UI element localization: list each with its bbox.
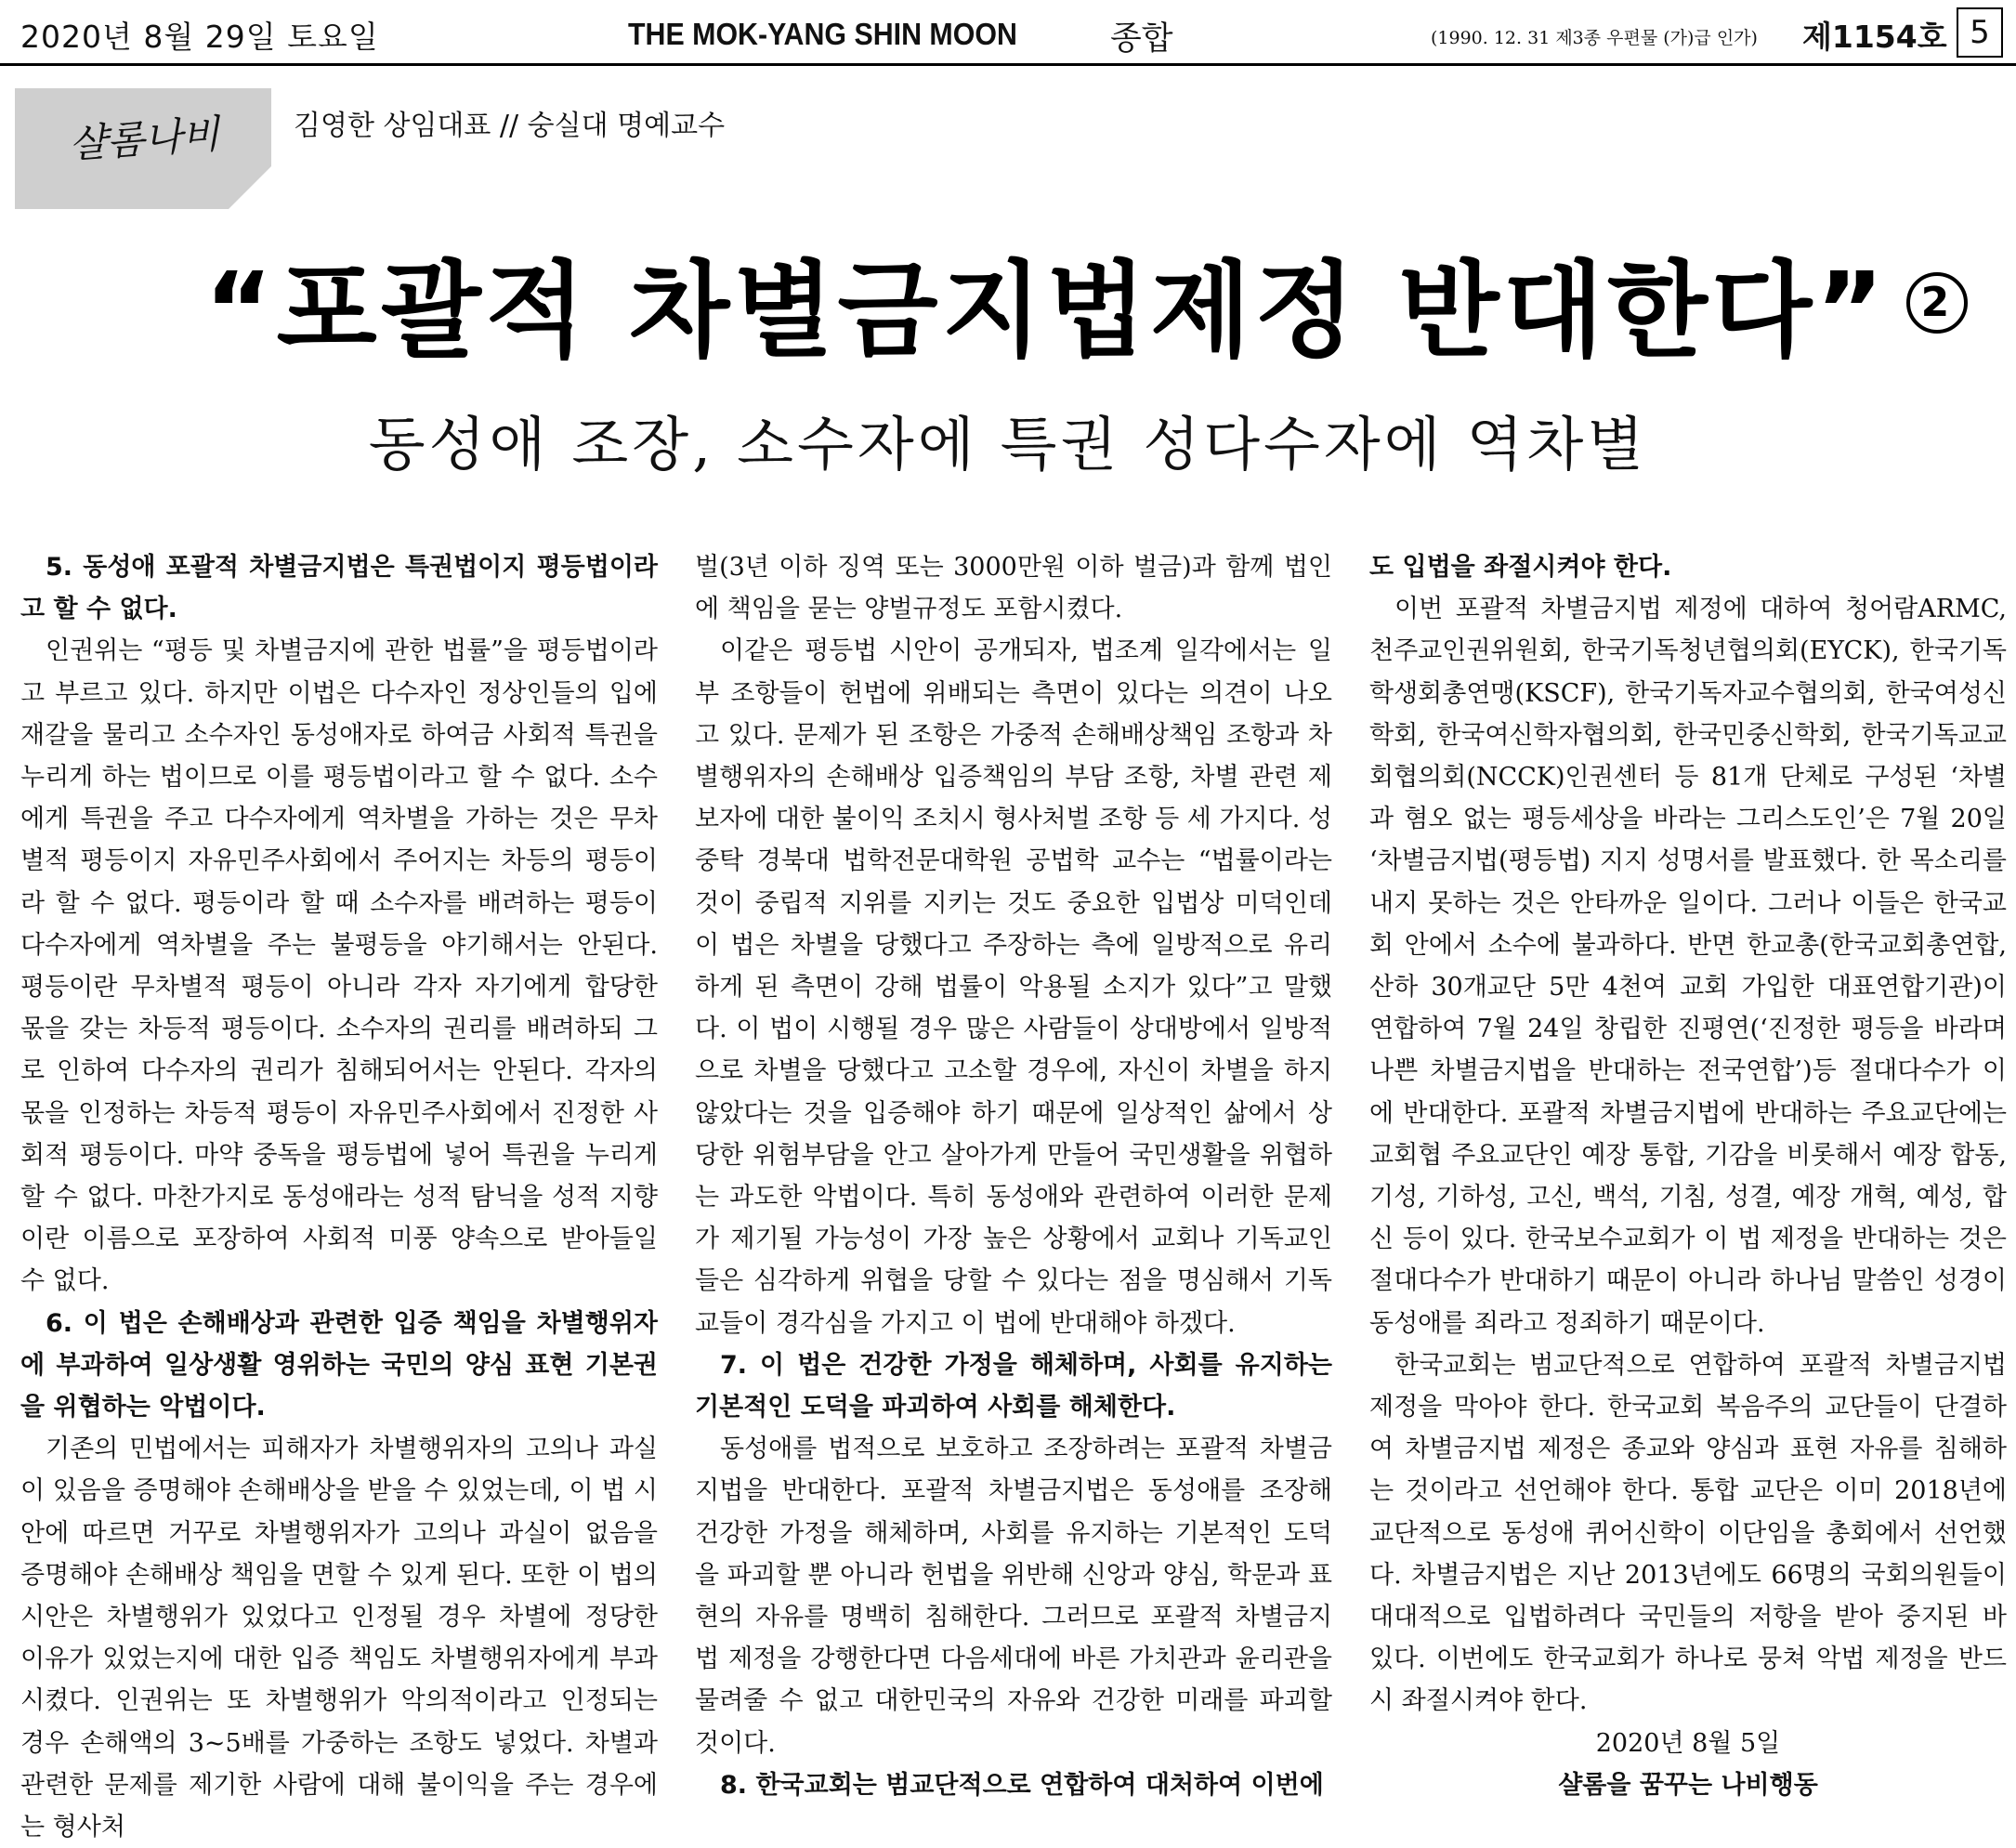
- part-number-badge: 2: [1906, 272, 1968, 334]
- section-label: 종합: [1110, 20, 1173, 58]
- signature-organization: 샬롬을 꿈꾸는 나비행동: [1558, 1770, 1818, 1800]
- body-paragraph: 한국교회는 범교단적으로 연합하여 포괄적 차별금지법 제정을 막아야 한다. 한국교회 복음주의 교단들이 단결하여 차별금지법 제정은 종교와 양심과 표현 자유를 침해하는 것이라고 선언해야 한다. 통합 교단은 이미 2018년에 교단적으로 동성애 퀴어신학이 이단임을 총회에서 선언했다. 차별금지법은 지난 2013년에도 66명의 국회의원들이 대대적으로 입법하려다 국민들의 저항을 받아 중지된 바 있다. 이번에도 한국교회가 하나로 뭉쳐 악법 제정을 반드시 좌절시켜야 한다.: [1369, 1350, 2007, 1716]
- section-heading-5: 5. 동성애 포괄적 차별금지법은 특권법이지 평등법이라고 할 수 없다.: [20, 553, 658, 624]
- headline: [204, 228, 1954, 377]
- body-paragraph: 동성애를 법적으로 보호하고 조장하려는 포괄적 차별금지법을 반대한다. 포괄적 차별금지법은 동성애를 조장해 건강한 가정을 해체하며, 사회를 유지하는 기본적인 도덕을 파괴할 뿐 아니라 헌법을 위반해 신앙과 양심, 학문과 표현의 자유를 명백히 침해한다. 그러므로 포괄적 차별금지법 제정을 강행한다면 다음세대에 바른 가치관과 윤리관을 물려줄 수 없고 대한민국의 자유와 건강한 미래를 파괴할 것이다.: [695, 1435, 1332, 1758]
- byline: 김영한 상임대표 // 숭실대 명예교수: [294, 110, 726, 142]
- column-tag-box: [15, 88, 271, 209]
- column-tag: 샬롬나비: [67, 111, 221, 167]
- page-curl-decoration: [229, 166, 271, 209]
- body-paragraph-continued: 벌(3년 이하 징역 또는 3000만원 이하 벌금)과 함께 법인에 책임을 묻는 양벌규정도 포함시켰다.: [695, 553, 1332, 624]
- headline-text: “포괄적 차별금지법제정 반대한다”: [204, 251, 1888, 372]
- section-heading-8-continued: 도 입법을 좌절시켜야 한다.: [1369, 553, 1672, 582]
- section-heading-6: 6. 이 법은 손해배상과 관련한 입증 책임을 차별행위자에 부과하여 일상생활 영위하는 국민의 양심 표현 기본권을 위협하는 악법이다.: [20, 1308, 658, 1422]
- body-paragraph: 이같은 평등법 시안이 공개되자, 법조계 일각에서는 일부 조항들이 헌법에 위배되는 측면이 있다는 의견이 나오고 있다. 문제가 된 조항은 가중적 손해배상책임 조항과 차별행위자의 손해배상 입증책임의 부담 조항, 차별 관련 제보자에 대한 불이익 조치시 형사처벌 조항 등 세 가지다. 성중탁 경북대 법학전문대학원 공법학 교수는 “법률이라는 것이 중립적 지위를 지키는 것도 중요한 입법상 미덕인데 이 법은 차별을 당했다고 주장하는 측에 일방적으로 유리하게 된 측면이 강해 법률이 악용될 소지가 있다”고 말했다. 이 법이 시행될 경우 많은 사람들이 상대방에서 일방적으로 차별을 당했다고 고소할 경우에, 자신이 차별을 하지 않았다는 것을 입증해야 하기 때문에 일상적인 삶에서 상당한 위험부담을 안고 살아가게 만들어 국민생활을 위협하는 과도한 악법이다. 특히 동성애와 관련하여 이러한 문제가 제기될 가능성이 가장 높은 상황에서 교회나 기독교인들은 심각하게 위협을 당할 수 있다는 점을 명심해서 기독교들이 경각심을 가지고 이 법에 반대해야 하겠다.: [695, 636, 1332, 1338]
- subheadline: 동성애 조장, 소수자에 특권 성다수자에 역차별: [368, 411, 1648, 478]
- newspaper-name: THE MOK-YANG SHIN MOON: [628, 17, 1017, 51]
- postal-registration: (1990. 12. 31 제3종 우편물 (가)급 인가): [1431, 28, 1758, 48]
- body-paragraph: 이번 포괄적 차별금지법 제정에 대하여 청어람ARMC, 천주교인권위원회, 한국기독청년협의회(EYCK), 한국기독학생회총연맹(KSCF), 한국기독자교수협의회, 한국여성신학회, 한국여신학자협의회, 한국민중신학회, 한국기독교교회협의회(NCCK)인권센터 등 81개 단체로 구성된 ‘차별과 혐오 없는 평등세상을 바라는 그리스도인’은 7월 20일 ‘차별금지법(평등법) 지지 성명서를 발표했다. 한 목소리를 내지 못하는 것은 안타까운 일이다. 그러나 이들은 한국교회 안에서 소수에 불과하다. 반면 한교총(한국교회총연합, 산하 30개교단 5만 4천여 교회 가입한 대표연합기관)이 연합하여 7월 24일 창립한 진평연(‘진정한 평등을 바라며 나쁜 차별금지법을 반대하는 전국연합’)등 절대다수가 이에 반대한다. 포괄적 차별금지법에 반대하는 주요교단에는 교회협 주요교단인 예장 통합, 기감을 비롯해서 예장 합동, 기성, 기하성, 고신, 백석, 기침, 성결, 예장 개혁, 예성, 합신 등이 있다. 한국보수교회가 이 법 제정을 반대하는 것은 절대다수가 반대하기 때문이 아니라 하나님 말씀인 성경이 동성애를 죄라고 정죄하기 때문이다.: [1369, 595, 2007, 1338]
- body-paragraph: 인권위는 “평등 및 차별금지에 관한 법률”을 평등법이라고 부르고 있다. 하지만 이법은 다수자인 정상인들의 입에 재갈을 물리고 소수자인 동성애자로 하여금 사회적 특권을 누리게 하는 법이므로 이를 평등법이라고 할 수 없다. 소수에게 특권을 주고 다수자에게 역차별을 가하는 것은 무차별적 평등이지 자유민주사회에서 주어지는 차등의 평등이라 할 수 없다. 평등이라 할 때 소수자를 배려하는 평등이 다수자에게 역차별을 주는 불평등을 야기해서는 안된다. 평등이란 무차별적 평등이 아니라 각자 자기에게 합당한 몫을 갖는 차등적 평등이다. 소수자의 권리를 배려하되 그로 인하여 다수자의 권리가 침해되어서는 안된다. 각자의 몫을 인정하는 차등적 평등이 자유민주사회에서 진정한 사회적 평등이다. 마약 중독을 평등법에 넣어 특권을 누리게 할 수 없다. 마찬가지로 동성애라는 성적 탐닉을 성적 지향이란 이름으로 포장하여 사회적 미풍 양속으로 받아들일 수 없다.: [20, 636, 658, 1296]
- masthead: [0, 0, 2016, 66]
- issue-number: 제1154호: [1802, 19, 1947, 55]
- body-paragraph: 기존의 민법에서는 피해자가 차별행위자의 고의나 과실이 있음을 증명해야 손해배상을 받을 수 있었는데, 이 법 시안에 따르면 거꾸로 차별행위자가 고의나 과실이 없음을 증명해야 손해배상 책임을 면할 수 있게 된다. 또한 이 법의 시안은 차별행위가 있었다고 인정될 경우 차별에 정당한 이유가 있었는지에 대한 입증 책임도 차별행위자에게 부과시켰다. 인권위는 또 차별행위가 악의적이라고 인정되는 경우 손해액의 3~5배를 가중하는 조항도 넣었다. 차별과 관련한 문제를 제기한 사람에 대해 불이익을 주는 경우에는 형사처: [20, 1435, 658, 1842]
- section-heading-8: 8. 한국교회는 범교단적으로 연합하여 대처하여 이번에: [720, 1770, 1324, 1800]
- article-column-3: [1369, 546, 2007, 1821]
- issue-date: 2020년 8월 29일 토요일: [20, 19, 379, 55]
- article-column-2: [695, 546, 1332, 1821]
- page-number: 5: [1957, 7, 2003, 58]
- statement-date: 2020년 8월 5일: [1595, 1728, 1781, 1758]
- section-heading-7: 7. 이 법은 건강한 가정을 해체하며, 사회를 유지하는 기본적인 도덕을 파괴하여 사회를 해체한다.: [695, 1350, 1332, 1422]
- article-column-1: [20, 546, 658, 1842]
